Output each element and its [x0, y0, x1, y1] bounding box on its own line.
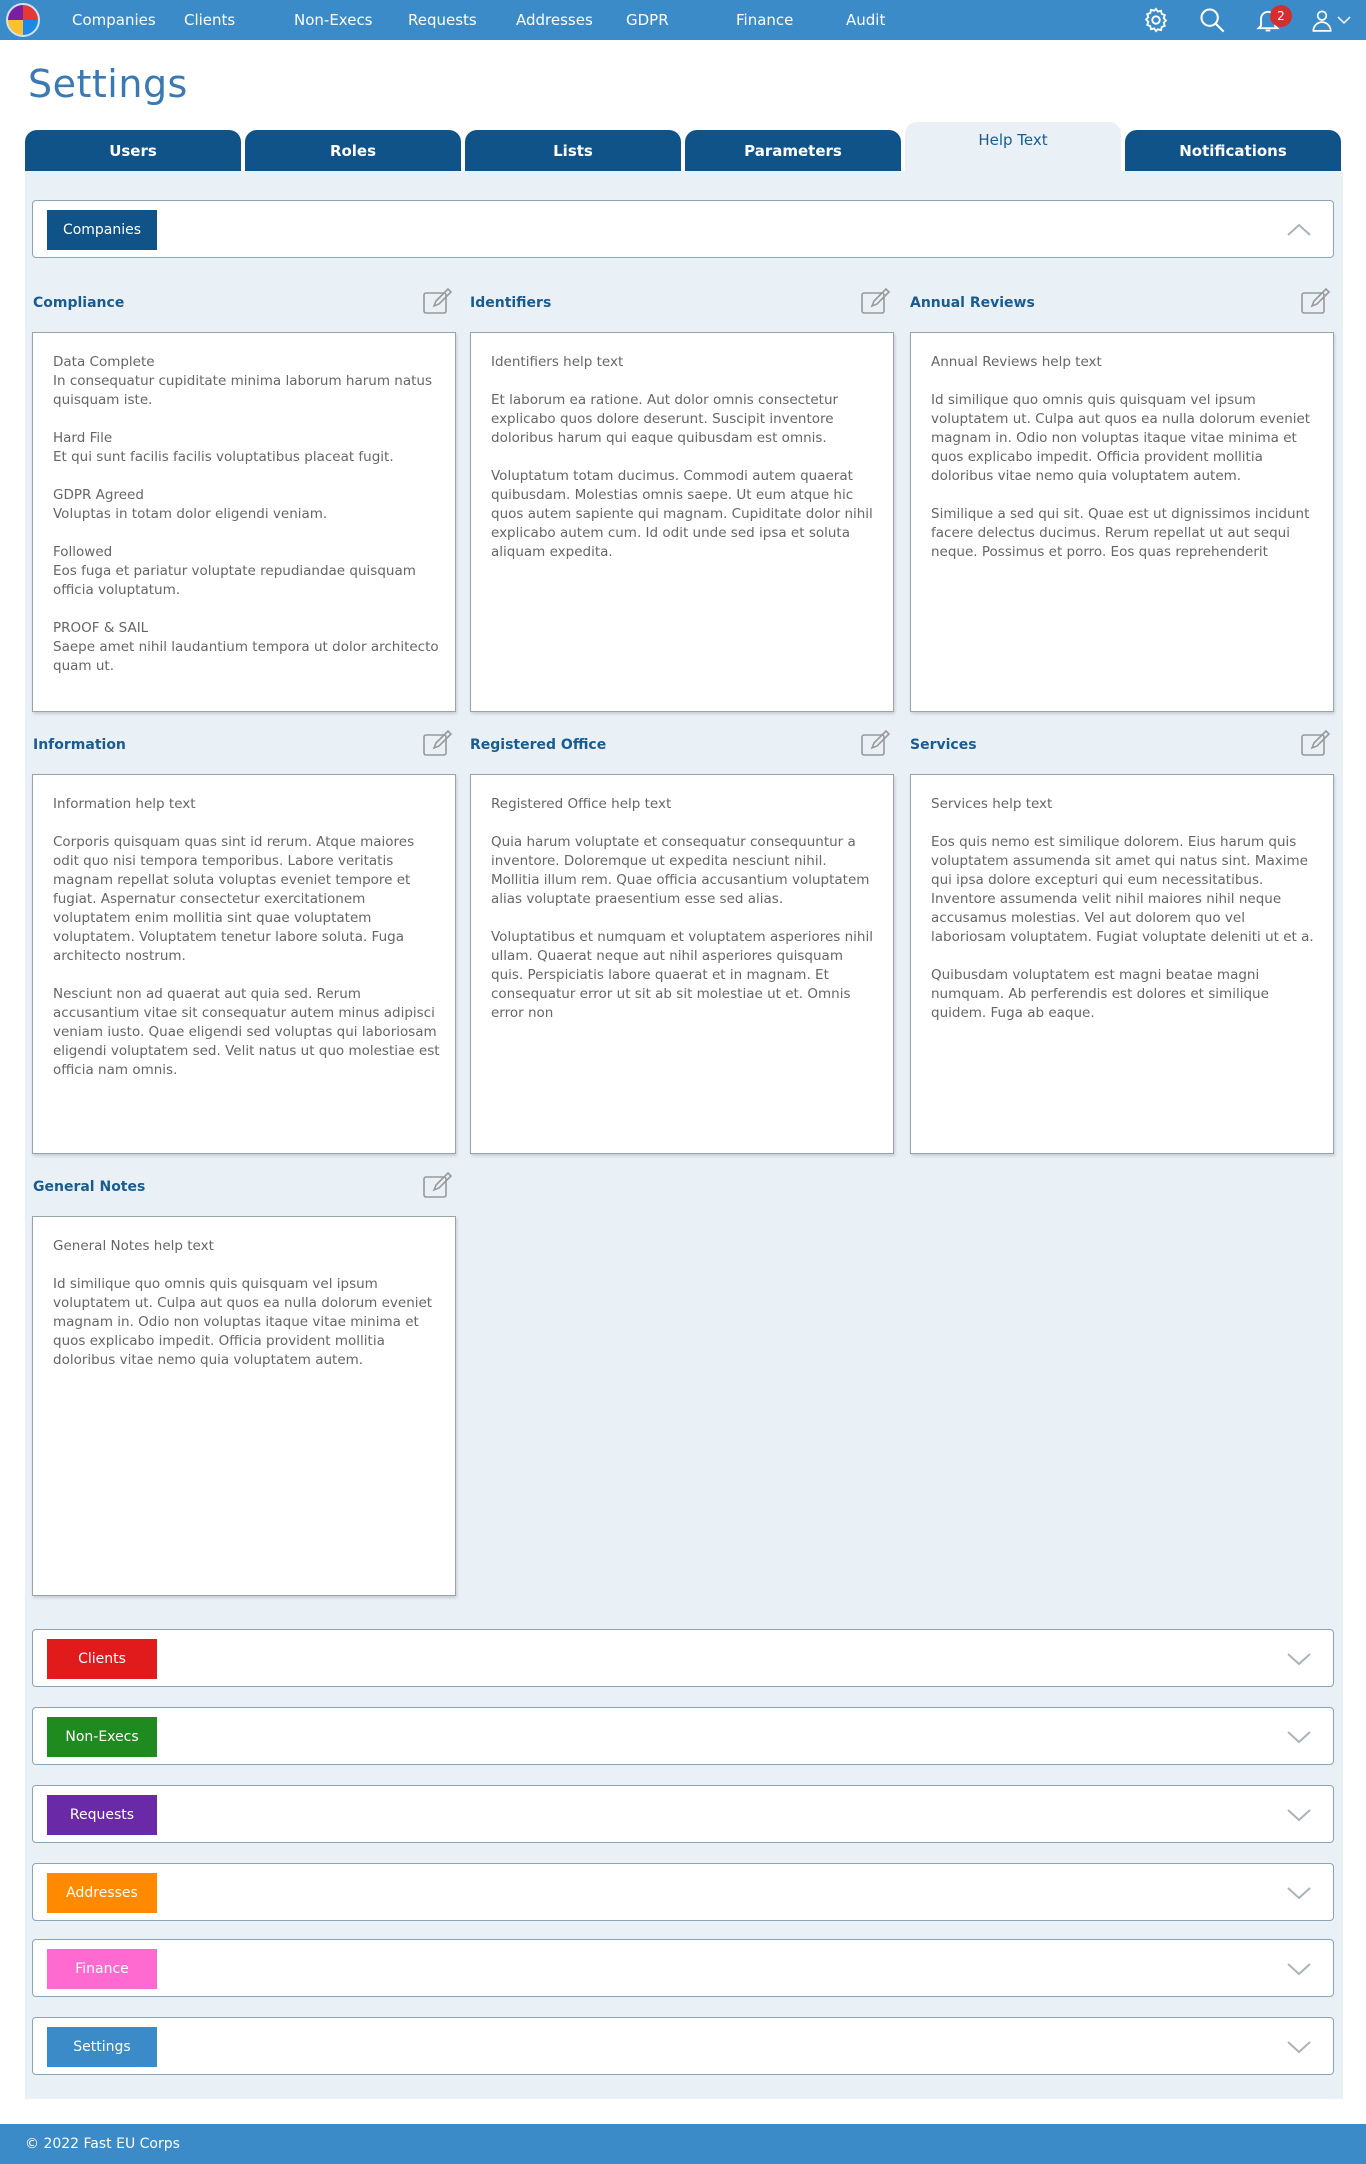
accordion-label-companies: Companies: [47, 210, 157, 250]
accordion-companies[interactable]: [32, 200, 1334, 258]
help-paragraph: Voluptatibus et numquam et voluptatem asperiores nihil ullam. Quaerat neque aut nihil asperiores quisquam quis. Perspiciatis labore quaerat et in magnam. Et consequatur error ut sit ab sit molestiae ut et. Omnis error non: [491, 929, 873, 1021]
edit-compliance-icon[interactable]: [422, 288, 454, 316]
edit-general-notes-icon[interactable]: [422, 1172, 454, 1200]
help-heading: Information help text: [53, 796, 196, 812]
edit-annual-reviews-icon[interactable]: [1300, 288, 1332, 316]
accordion-finance[interactable]: [32, 1939, 1334, 1997]
compliance-item-text: Voluptas in totam dolor eligendi veniam.: [53, 506, 328, 522]
compliance-item-text: Et qui sunt facilis facilis voluptatibus placeat fugit.: [53, 449, 394, 465]
tab-users[interactable]: Users: [25, 130, 241, 172]
accordion-label-addresses: Addresses: [47, 1873, 157, 1913]
compliance-item-heading: Hard File: [53, 430, 113, 446]
nav-finance[interactable]: Finance: [736, 11, 794, 29]
compliance-item-heading: GDPR Agreed: [53, 487, 144, 503]
main-nav: [72, 11, 926, 29]
accordion-clients[interactable]: [32, 1629, 1334, 1687]
edit-services-icon[interactable]: [1300, 730, 1332, 758]
help-box-compliance[interactable]: [32, 332, 456, 712]
compliance-item-heading: Data Complete: [53, 354, 155, 370]
help-paragraph: Nesciunt non ad quaerat aut quia sed. Rerum accusantium vitae sit consequatur autem minus adipisci veniam iusto. Quae eligendi sed voluptas qui laboriosam eligendi voluptatem sed. Velit natus ut quo molestiae est officia nam omnis.: [53, 986, 440, 1078]
nav-companies[interactable]: Companies: [72, 11, 156, 29]
tab-roles[interactable]: Roles: [245, 130, 461, 172]
chevron-down-icon[interactable]: [1285, 1802, 1313, 1828]
help-paragraph: Id similique quo omnis quis quisquam vel ipsum voluptatem ut. Culpa aut quos ea nulla dolorum eveniet magnam in. Odio non voluptas itaque vitae minima et quos explicabo impedit. Officia provident mollitia doloribus vitae nemo quia voluptatem autem.: [53, 1276, 433, 1368]
nav-gdpr[interactable]: GDPR: [626, 11, 669, 29]
section-title-compliance: Compliance: [33, 295, 125, 311]
help-heading: Services help text: [931, 796, 1053, 812]
top-nav: [0, 0, 1366, 40]
help-box-information[interactable]: [32, 774, 456, 1154]
help-paragraph: Id similique quo omnis quis quisquam vel ipsum voluptatem ut. Culpa aut quos ea nulla dolorum eveniet magnam in. Odio non voluptas itaque vitae minima et quos explicabo impedit. Officia provident mollitia doloribus vitae nemo quia voluptatem autem.: [931, 392, 1311, 484]
help-box-services[interactable]: [910, 774, 1334, 1154]
chevron-down-icon[interactable]: [1285, 2034, 1313, 2060]
help-box-identifiers[interactable]: [470, 332, 894, 712]
user-menu-icon[interactable]: [1296, 0, 1366, 40]
settings-tabs: [25, 122, 1343, 172]
help-box-registered-office[interactable]: [470, 774, 894, 1154]
help-heading: Registered Office help text: [491, 796, 672, 812]
chevron-down-icon[interactable]: [1285, 1646, 1313, 1672]
help-paragraph: Quia harum voluptate et consequatur consequuntur a inventore. Doloremque ut expedita nesciunt nihil. Mollitia illum rem. Quae officia accusantium voluptatem alias voluptate praesentium esse sed alias.: [491, 834, 870, 907]
accordion-requests[interactable]: [32, 1785, 1334, 1843]
edit-registered-office-icon[interactable]: [860, 730, 892, 758]
help-paragraph: Et laborum ea ratione. Aut dolor omnis consectetur explicabo quos dolore deserunt. Suscipit inventore doloribus harum qui eaque quibusdam est omnis.: [491, 392, 839, 446]
help-box-annual-reviews[interactable]: [910, 332, 1334, 712]
help-box-general-notes[interactable]: [32, 1216, 456, 1596]
accordion-label-finance: Finance: [47, 1949, 157, 1989]
chevron-up-icon[interactable]: [1285, 217, 1313, 243]
page-title: Settings: [28, 62, 188, 106]
tab-lists[interactable]: Lists: [465, 130, 681, 172]
edit-identifiers-icon[interactable]: [860, 288, 892, 316]
help-heading: General Notes help text: [53, 1238, 214, 1254]
help-heading: Annual Reviews help text: [931, 354, 1102, 370]
accordion-label-requests: Requests: [47, 1795, 157, 1835]
compliance-item-text: In consequatur cupiditate minima laborum harum natus quisquam iste.: [53, 373, 432, 408]
chevron-down-icon[interactable]: [1285, 1880, 1313, 1906]
notification-count-badge: 2: [1270, 5, 1292, 27]
accordion-label-clients: Clients: [47, 1639, 157, 1679]
compliance-item-heading: PROOF & SAIL: [53, 620, 149, 636]
help-paragraph: Corporis quisquam quas sint id rerum. Atque maiores odit quo nisi tempora temporibus. Labore veritatis magnam repellat soluta voluptas eveniet tempore et fugiat. Aspernatur consectetur exercitationem voluptatem enim mollitia sint quae voluptatem voluptatem. Voluptatem tenetur labore soluta. Fuga architecto nostrum.: [53, 834, 415, 964]
nav-requests[interactable]: Requests: [408, 11, 477, 29]
nav-non-execs[interactable]: Non-Execs: [294, 11, 373, 29]
logo-icon[interactable]: [6, 3, 40, 37]
footer-copyright: © 2022 Fast EU Corps: [0, 2124, 1366, 2164]
chevron-down-icon: [1335, 6, 1353, 34]
accordion-label-non-execs: Non-Execs: [47, 1717, 157, 1757]
tab-help-text[interactable]: Help Text: [905, 122, 1121, 172]
help-paragraph: Eos quis nemo est similique dolorem. Eius harum quis voluptatem assumenda sit amet qui natus sint. Maxime qui ipsa dolore excepturi qui eum necessitatibus. Inventore assumenda velit nihil maiores nihil neque accusamus molestias. Vel aut dolorem quo vel laboriosam voluptatem. Fugiat voluptate deleniti ut et a.: [931, 834, 1314, 945]
settings-gear-icon[interactable]: [1128, 0, 1184, 40]
tab-parameters[interactable]: Parameters: [685, 130, 901, 172]
section-title-annual-reviews: Annual Reviews: [910, 295, 1035, 311]
section-title-general-notes: General Notes: [33, 1179, 146, 1195]
help-paragraph: Similique a sed qui sit. Quae est ut dignissimos incidunt facere delectus ducimus. Rerum repellat ut aut sequi neque. Possimus et porro. Eos quas reprehenderit: [931, 506, 1310, 560]
chevron-down-icon[interactable]: [1285, 1956, 1313, 1982]
accordion-settings[interactable]: [32, 2017, 1334, 2075]
section-title-identifiers: Identifiers: [470, 295, 552, 311]
edit-information-icon[interactable]: [422, 730, 454, 758]
help-heading: Identifiers help text: [491, 354, 624, 370]
compliance-item-heading: Followed: [53, 544, 113, 560]
notifications-bell-icon[interactable]: [1240, 0, 1296, 40]
help-paragraph: Voluptatum totam ducimus. Commodi autem quaerat quibusdam. Molestias omnis saepe. Ut eum atque hic quos autem sapiente qui magnam. Cupiditate dolor nihil explicabo autem cum. Id odit unde sed ipsa et soluta aliquam expedita.: [491, 468, 873, 560]
accordion-label-settings: Settings: [47, 2027, 157, 2067]
compliance-item-text: Saepe amet nihil laudantium tempora ut dolor architecto quam ut.: [53, 639, 439, 674]
section-title-information: Information: [33, 737, 126, 753]
section-title-registered-office: Registered Office: [470, 737, 607, 753]
accordion-non-execs[interactable]: [32, 1707, 1334, 1765]
nav-audit[interactable]: Audit: [846, 11, 886, 29]
search-icon[interactable]: [1184, 0, 1240, 40]
nav-clients[interactable]: Clients: [184, 11, 236, 29]
nav-addresses[interactable]: Addresses: [516, 11, 593, 29]
tab-notifications[interactable]: Notifications: [1125, 130, 1341, 172]
accordion-addresses[interactable]: [32, 1863, 1334, 1921]
help-paragraph: Quibusdam voluptatem est magni beatae magni numquam. Ab perferendis est dolores et similique quidem. Fuga ab eaque.: [931, 967, 1269, 1021]
chevron-down-icon[interactable]: [1285, 1724, 1313, 1750]
compliance-item-text: Eos fuga et pariatur voluptate repudiandae quisquam officia voluptatum.: [53, 563, 416, 598]
section-title-services: Services: [910, 737, 977, 753]
